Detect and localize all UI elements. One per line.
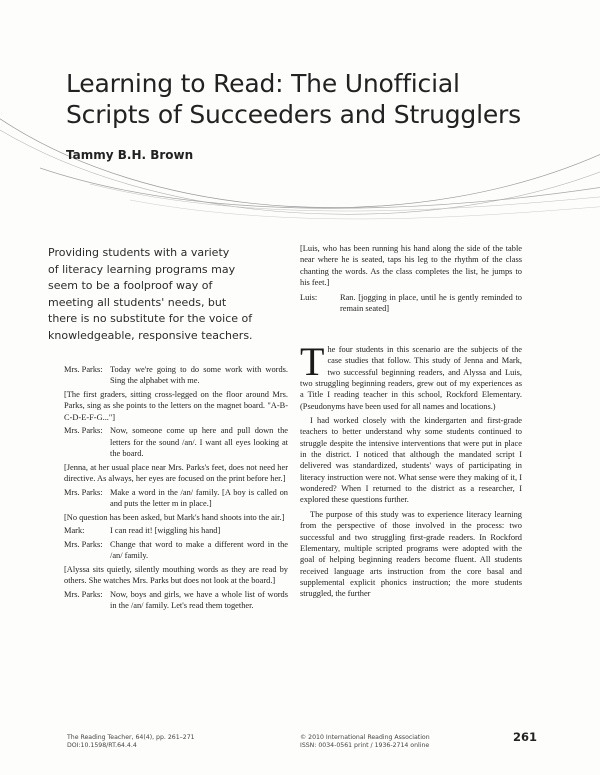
- title-line: Scripts of Succeeders and Strugglers: [66, 100, 521, 129]
- transcript-continuation: [300, 243, 522, 317]
- transcript-line: [64, 364, 288, 387]
- pull-quote-line: knowledgeable, responsive teachers.: [48, 328, 253, 342]
- utterance: Make a word in the /an/ family. [A boy is called on and puts the letter m in place.]: [110, 487, 288, 508]
- body-paragraph: I had worked closely with the kindergarten and first-grade teachers to better understand why some students continued to struggle despite the intensive interventions that were put in place in the district. I noticed that although the mandated script I delivered was standardized, students' ways of participating in literacy instruction were not. What sense were they making of it, I wondered? When I returned to the district as a researcher, I explored these questions further.: [300, 416, 522, 505]
- issn-line: ISSN: 0034-0561 print / 1936-2714 online: [300, 741, 430, 749]
- stage-direction: [Jenna, at her usual place near Mrs. Parks's feet, does not need her directive. As always, her eyes are focused on the print before her.]: [64, 462, 288, 483]
- citation-line: The Reading Teacher, 64(4), pp. 261–271: [67, 734, 195, 741]
- speaker: Mrs. Parks:: [64, 426, 103, 436]
- article-title: [66, 68, 536, 130]
- pull-quote-line: meeting all students' needs, but: [48, 295, 227, 309]
- pull-quote-line: Providing students with a variety: [48, 246, 230, 259]
- utterance: Today we're going to do some work with words. Sing the alphabet with me.: [110, 365, 288, 386]
- utterance: Change that word to make a different word in the /an/ family.: [110, 539, 288, 561]
- body-paragraph: [300, 339, 522, 412]
- transcript-line: [300, 292, 522, 315]
- stage-direction: [No question has been asked, but Mark's hand shoots into the air.]: [64, 512, 285, 522]
- pull-quote-line: seem to be a foolproof way of: [48, 279, 213, 293]
- transcript-line: [64, 539, 288, 562]
- transcript-line: [64, 487, 288, 510]
- title-line: Learning to Read: The Unofficial: [66, 69, 460, 98]
- page-number: 261: [513, 730, 538, 744]
- paragraph-text: he four students in this scenario are the subjects of the case studies that follow. This study of Jenna and Mark, two successful beginning readers, and Alyssa and Luis, two struggling beginning readers, grew out of my experiences as a Title I reading teacher in this school, Rockford Elementary. (Pseudonyms have been used for all names and locations.): [300, 345, 522, 411]
- speaker: Luis:: [300, 292, 318, 302]
- pull-quote-line: of literacy learning programs may: [48, 262, 236, 276]
- transcript-line: [64, 589, 288, 612]
- utterance: Now, someone come up here and pull down the letters for the sound /an/. I want all eyes looking at the board.: [110, 426, 288, 458]
- author-byline: Tammy B.H. Brown: [66, 148, 194, 162]
- citation: [67, 734, 195, 749]
- body-paragraph: The purpose of this study was to experience literacy learning from the perspective of those involved in the process: two successful and two struggling first-grade readers. In Rockford Elementary, multiple scripted programs were adopted with the goal of helping beginning readers become fluent. All students received language arts instruction from the core basal and supplemental explicit phonics instruction; the more students struggled, the further: [300, 509, 522, 599]
- stage-direction: [Luis, who has been running his hand along the side of the table near where he is seated, taps his leg to the rhythm of the class chanting the words. As the class completes the list, he jumps to his feet.]: [300, 244, 522, 288]
- copyright: [300, 734, 430, 749]
- utterance: Ran. [jogging in place, until he is gently reminded to remain seated]: [340, 292, 522, 314]
- pull-quote: [48, 245, 288, 345]
- utterance: I can read it! [wiggling his hand]: [110, 526, 221, 536]
- speaker: Mrs. Parks:: [64, 539, 103, 549]
- transcript-line: [64, 425, 288, 459]
- drop-cap: T: [300, 339, 325, 384]
- pull-quote-line: there is no substitute for the voice of: [48, 312, 253, 326]
- copyright-line: © 2010 International Reading Association: [300, 734, 430, 741]
- classroom-transcript: [64, 364, 288, 614]
- decorative-swoosh: [0, 0, 600, 260]
- speaker: Mrs. Parks:: [64, 487, 103, 497]
- article-body: [300, 339, 522, 603]
- speaker: Mrs. Parks:: [64, 589, 103, 599]
- speaker: Mark:: [64, 526, 85, 536]
- speaker: Mrs. Parks:: [64, 365, 103, 374]
- utterance: Now, boys and girls, we have a whole list of words in the /an/ family. Let's read them together.: [110, 589, 288, 611]
- transcript-line: [64, 525, 288, 536]
- stage-direction: [Alyssa sits quietly, silently mouthing words as they are read by others. She watches Mrs. Parks but does not look at the board.]: [64, 564, 288, 586]
- stage-direction: [The first graders, sitting cross-legged on the floor around Mrs. Parks, sing as she points to the letters on the magnet board. "A-B-C-D-E-F-G..."]: [64, 389, 288, 422]
- doi-line: DOI:10.1598/RT.64.4.4: [67, 741, 137, 749]
